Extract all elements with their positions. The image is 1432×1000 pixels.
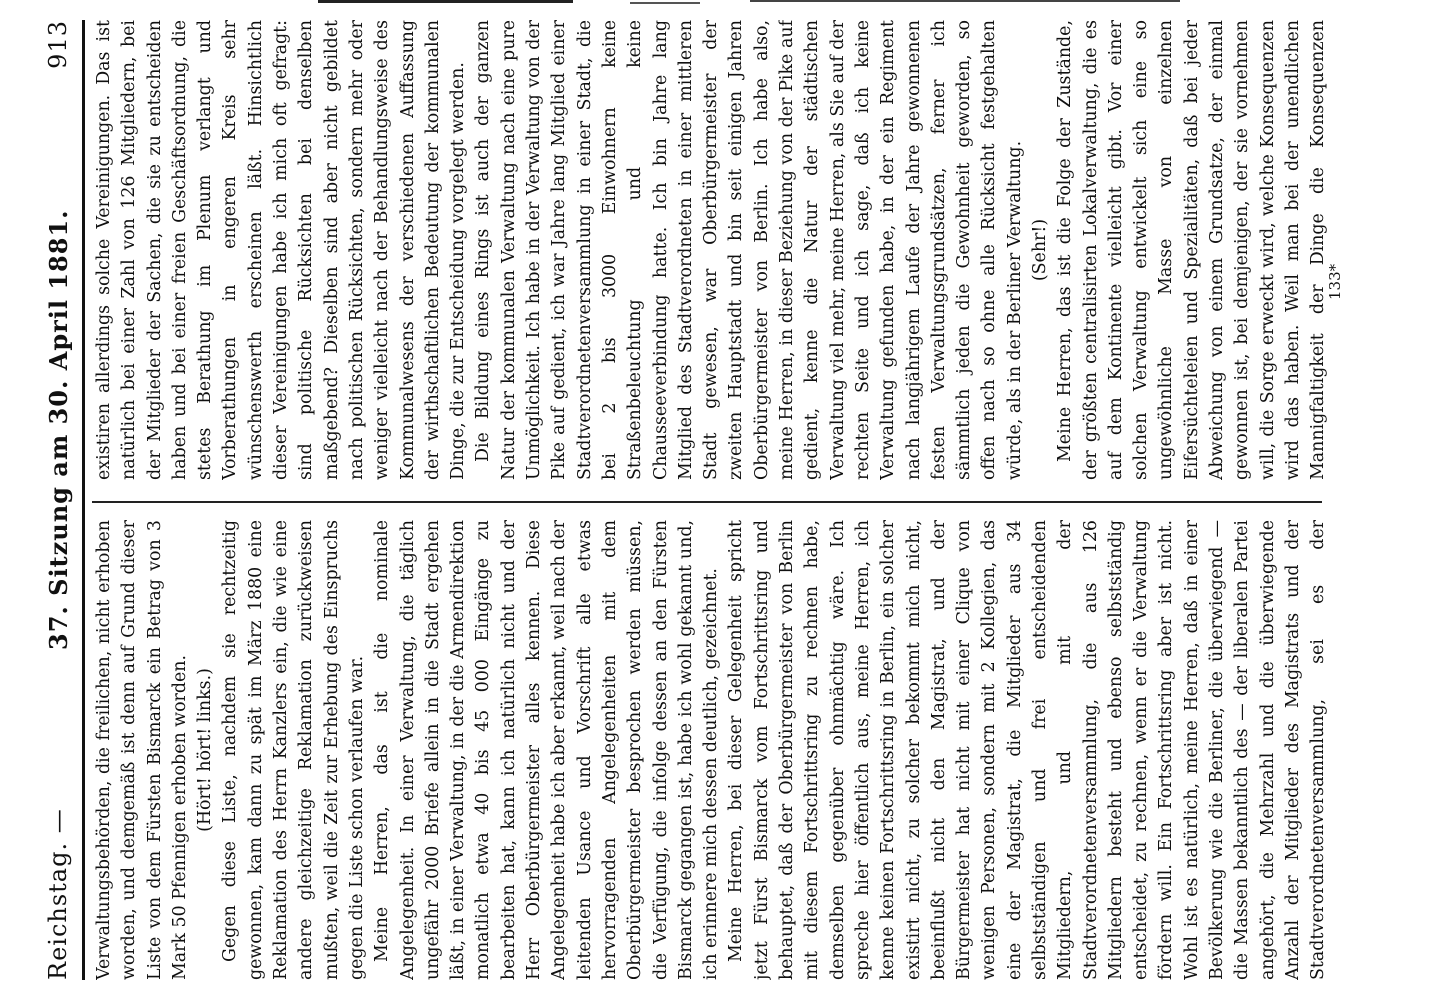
header-session-title: 37. Sitzung am 30. April 1881. — [44, 209, 73, 650]
interjection: (Sehr!) — [1029, 218, 1050, 282]
interjection: (Hört! hört! links.) — [195, 668, 216, 832]
digitization-credit-bar — [1405, 0, 1432, 1000]
header-left: Reichstag. — — [44, 808, 72, 980]
paragraph: Verwaltungsbehörden, die freilichen, nicht erhoben worden, und demgemäß ist denn auf Grund dieser Liste von dem Fürsten Bismarck ein Betrag von 3 Mark 50 Pfennigen erhoben worden. — [94, 520, 190, 980]
paragraph: Gegen diese Liste, nachdem sie rechtzeitig gewonnen, kam dann zu spät im März 1880 eine Reklamation des Herrn Kanzlers ein, die wie eine andere gleichzeitige Reklamation zurückweisen mußten, weil die Zeit zur Erhebung des Einspruchs gegen die Liste schon verlaufen war. — [220, 520, 367, 980]
page-number: 913 — [44, 20, 72, 69]
page-header — [38, 20, 78, 980]
paragraph: Meine Herren, bei dieser Gelegenheit spricht jetzt Fürst Bismarck vom Fortschrittsring und behauptet, daß der Oberbürgermeister von Berlin mit diesem Fortschrittsring zu rechnen habe, demselben gegenüber ohnmächtig wäre. Ich spreche hier öffentlich aus, meine Herren, ich kenne keinen Fortschrittsring in Berlin, ein solcher existirt nicht, zu solcher bekommt mich nicht, beeinflußt nicht den Magistrat, und der Bürgermeister hat nicht mit einer Clique von wenigen Personen, sondern mit 2 Kollegien, das eine der Magistrat, die Mitglieder aus 34 selbstständigen und frei entscheidenden Mitgliedern, und mit der Stadtverordnetenversammlung, die aus 126 Mitgliedern besteht und ebenso selbstständig entscheidet, zu rechnen, wenn er die Verwaltung fördern will. Ein Fortschrittsring aber ist nicht. Wohl ist es natürlich, meine Herren, daß in einer Bevölkerung wie die Berliner, die überwiegend — die Massen bekanntlich des — der liberalen Partei angehört, die Mehrzahl und die überwiegende Anzahl der Mitglieder des Magistrats und der Stadtverordnetenversammlung, sei es der — [726, 520, 1329, 980]
paragraph: Meine Herren, das ist die Folge der Zustände, der größten centralisirten Lokalverwaltung, die es auf dem Kontinente vielleicht gibt. Vor einer solchen Verwaltung entwickelt sich eine so ungewöhnliche Masse von einzelnen Eifersüchteleien und Spezialitäten, daß bei jeder Abweichung von einem Grundsatze, der einmal gewonnen ist, bei demjenigen, der sie vornehmen will, die Sorge erweckt wird, welche Konsequenzen wird das haben. Weil man bei der unendlichen Mannigfaltigkeit der Dinge die Konsequenzen — [1055, 20, 1329, 480]
paragraph: Meine Herren, das ist die nominale Angelegenheit. In einer Verwaltung, die täglich ungefähr 2000 Briefe allein in die Stadt ergehen läßt, in einer Verwaltung, in der die Armendirektion monatlich etwa 40 bis 45 000 Eingänge zu bearbeiten hat, kann ich natürlich nicht und der Herr Oberbürgermeister alles kennen. Diese Angelegenheit habe ich aber erkannt, weil nach der leitenden Usance und Vorschrift alle etwas hervorragenden Angelegenheiten mit dem Oberbürgermeister besprochen werden müssen, die Verfügung, die infolge dessen an den Fürsten Bismarck gegangen ist, habe ich wohl gekannt und, ich erinnere mich dessen deutlich, gezeichnet. — [372, 520, 722, 980]
column-divider — [92, 501, 1322, 503]
left-column — [92, 520, 1332, 980]
paragraph: existiren allerdings solche Vereinigungen. Das ist natürlich bei einer Zahl von 126 Mitgliedern, bei der Mitglieder der Sachen, die sie zu entscheiden haben und bei einer freien Geschäftsordnung, die stetes Berathung im Plenum verlangt und Vorberathungen in engeren Kreis sehr wünschenswerth erscheinen läßt. Hinsichtlich dieser Vereinigungen habe ich mich oft gefragt: sind politische Rücksichten bei denselben maßgebend? Dieselben sind aber nicht gebildet nach politischen Rücksichten, sondern mehr oder weniger vielleicht nach der Behandlungsweise des Kommunalwesens der verschiedenen Auffassung der wirthschaftlichen Bedeutung der kommunalen Dinge, die zur Entscheidung vorgelegt werden. — [94, 20, 469, 480]
rotated-page — [8, 0, 1418, 1000]
paragraph: Die Bildung eines Rings ist auch der ganzen Natur der kommunalen Verwaltung nach eine pure Unmöglichkeit. Ich habe in der Verwaltung von der Pike auf gedient, ich war Jahre lang Mitglied einer Stadtverordnetenversammlung in einer Stadt, die bei 2 bis 3000 Einwohnern keine Straßenbeleuchtung und keine Chausseeverbindung hatte. Ich bin Jahre lang Mitglied des Stadtverordneten in einer mittleren Stadt gewesen, war Oberbürgermeister der zweiten Hauptstadt und bin seit einigen Jahren Oberbürgermeister von Berlin. Ich habe also, meine Herren, in dieser Beziehung von der Pike auf gedient, kenne die Natur der städtischen Verwaltung viel mehr, meine Herren, als Sie auf der rechten Seite und ich sage, daß ich keine Verwaltung gefunden habe, in der ein Regiment nach langjährigem Laufe der Jahre gewonnenen festen Verwaltungsgrundsätzen, ferner ich sämmtlich jeden die Gewohnheit geworden, so offen nach so ohne alle Rücksicht festgehalten würde, als in der Berliner Verwaltung. — [473, 20, 1025, 480]
signature-mark: 133* — [1326, 263, 1344, 300]
right-column — [92, 20, 1332, 480]
header-rule — [82, 20, 85, 980]
